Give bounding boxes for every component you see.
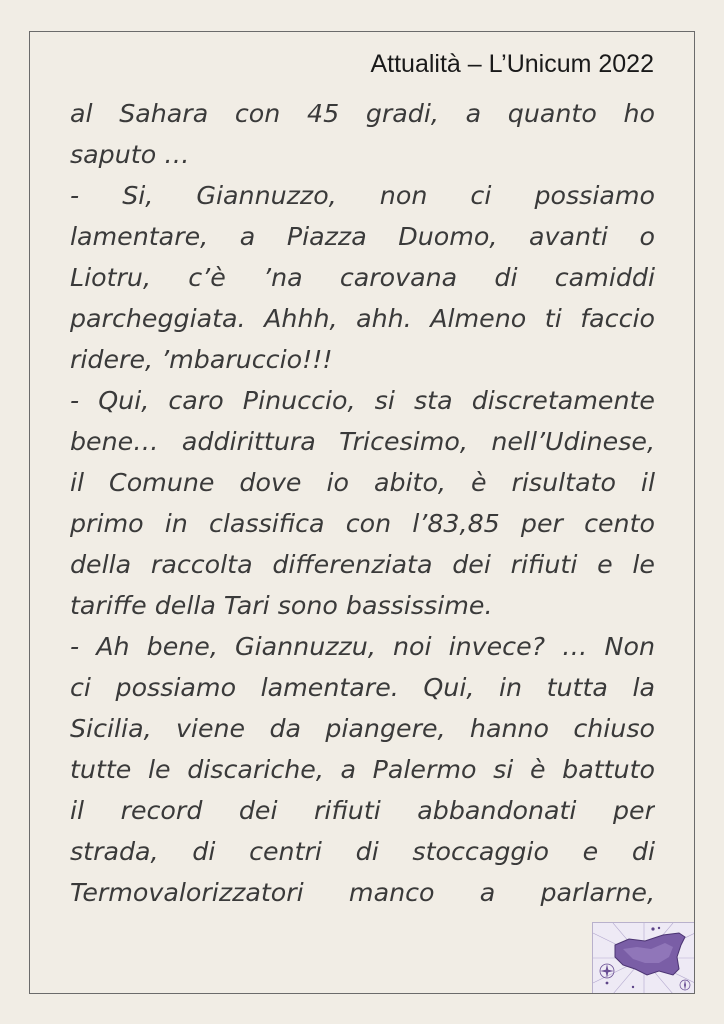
body-line: al Sahara con 45 gradi, a quanto ho	[70, 99, 655, 128]
body-line: il record dei rifiuti abbandonati per	[70, 796, 655, 825]
article-body	[70, 93, 655, 913]
body-line: saputo …	[70, 140, 190, 169]
body-line: tariffe della Tari sono bassissime.	[70, 591, 493, 620]
body-line: ci possiamo lamentare. Qui, in tutta la	[70, 673, 655, 702]
body-line: Liotru, c’è ’na carovana di camiddi	[70, 263, 655, 292]
body-line: - Qui, caro Pinuccio, si sta discretamente	[70, 386, 655, 415]
body-line: - Si, Giannuzzo, non ci possiamo	[70, 181, 655, 210]
sicily-map-icon	[592, 922, 694, 993]
body-line: della raccolta differenziata dei rifiuti e le	[70, 550, 655, 579]
sicily-map-graphic	[593, 923, 694, 993]
body-line: tutte le discariche, a Palermo si è battuto	[70, 755, 655, 784]
body-line: Termovalorizzatori manco a parlarne,	[70, 878, 655, 907]
body-line: - Ah bene, Giannuzzu, noi invece? … Non	[70, 632, 655, 661]
body-line: lamentare, a Piazza Duomo, avanti o	[70, 222, 655, 251]
body-line: parcheggiata. Ahhh, ahh. Almeno ti faccio	[70, 304, 655, 333]
body-line: bene… addirittura Tricesimo, nell’Udinese,	[70, 427, 655, 456]
body-line: il Comune dove io abito, è risultato il	[70, 468, 655, 497]
body-line: strada, di centri di stoccaggio e di	[70, 837, 655, 866]
page-header: Attualità – L’Unicum 2022	[370, 50, 654, 78]
body-line: ridere, ’mbaruccio!!!	[70, 345, 333, 374]
body-line: Sicilia, viene da piangere, hanno chiuso	[70, 714, 655, 743]
body-line: primo in classifica con l’83,85 per cento	[70, 509, 655, 538]
